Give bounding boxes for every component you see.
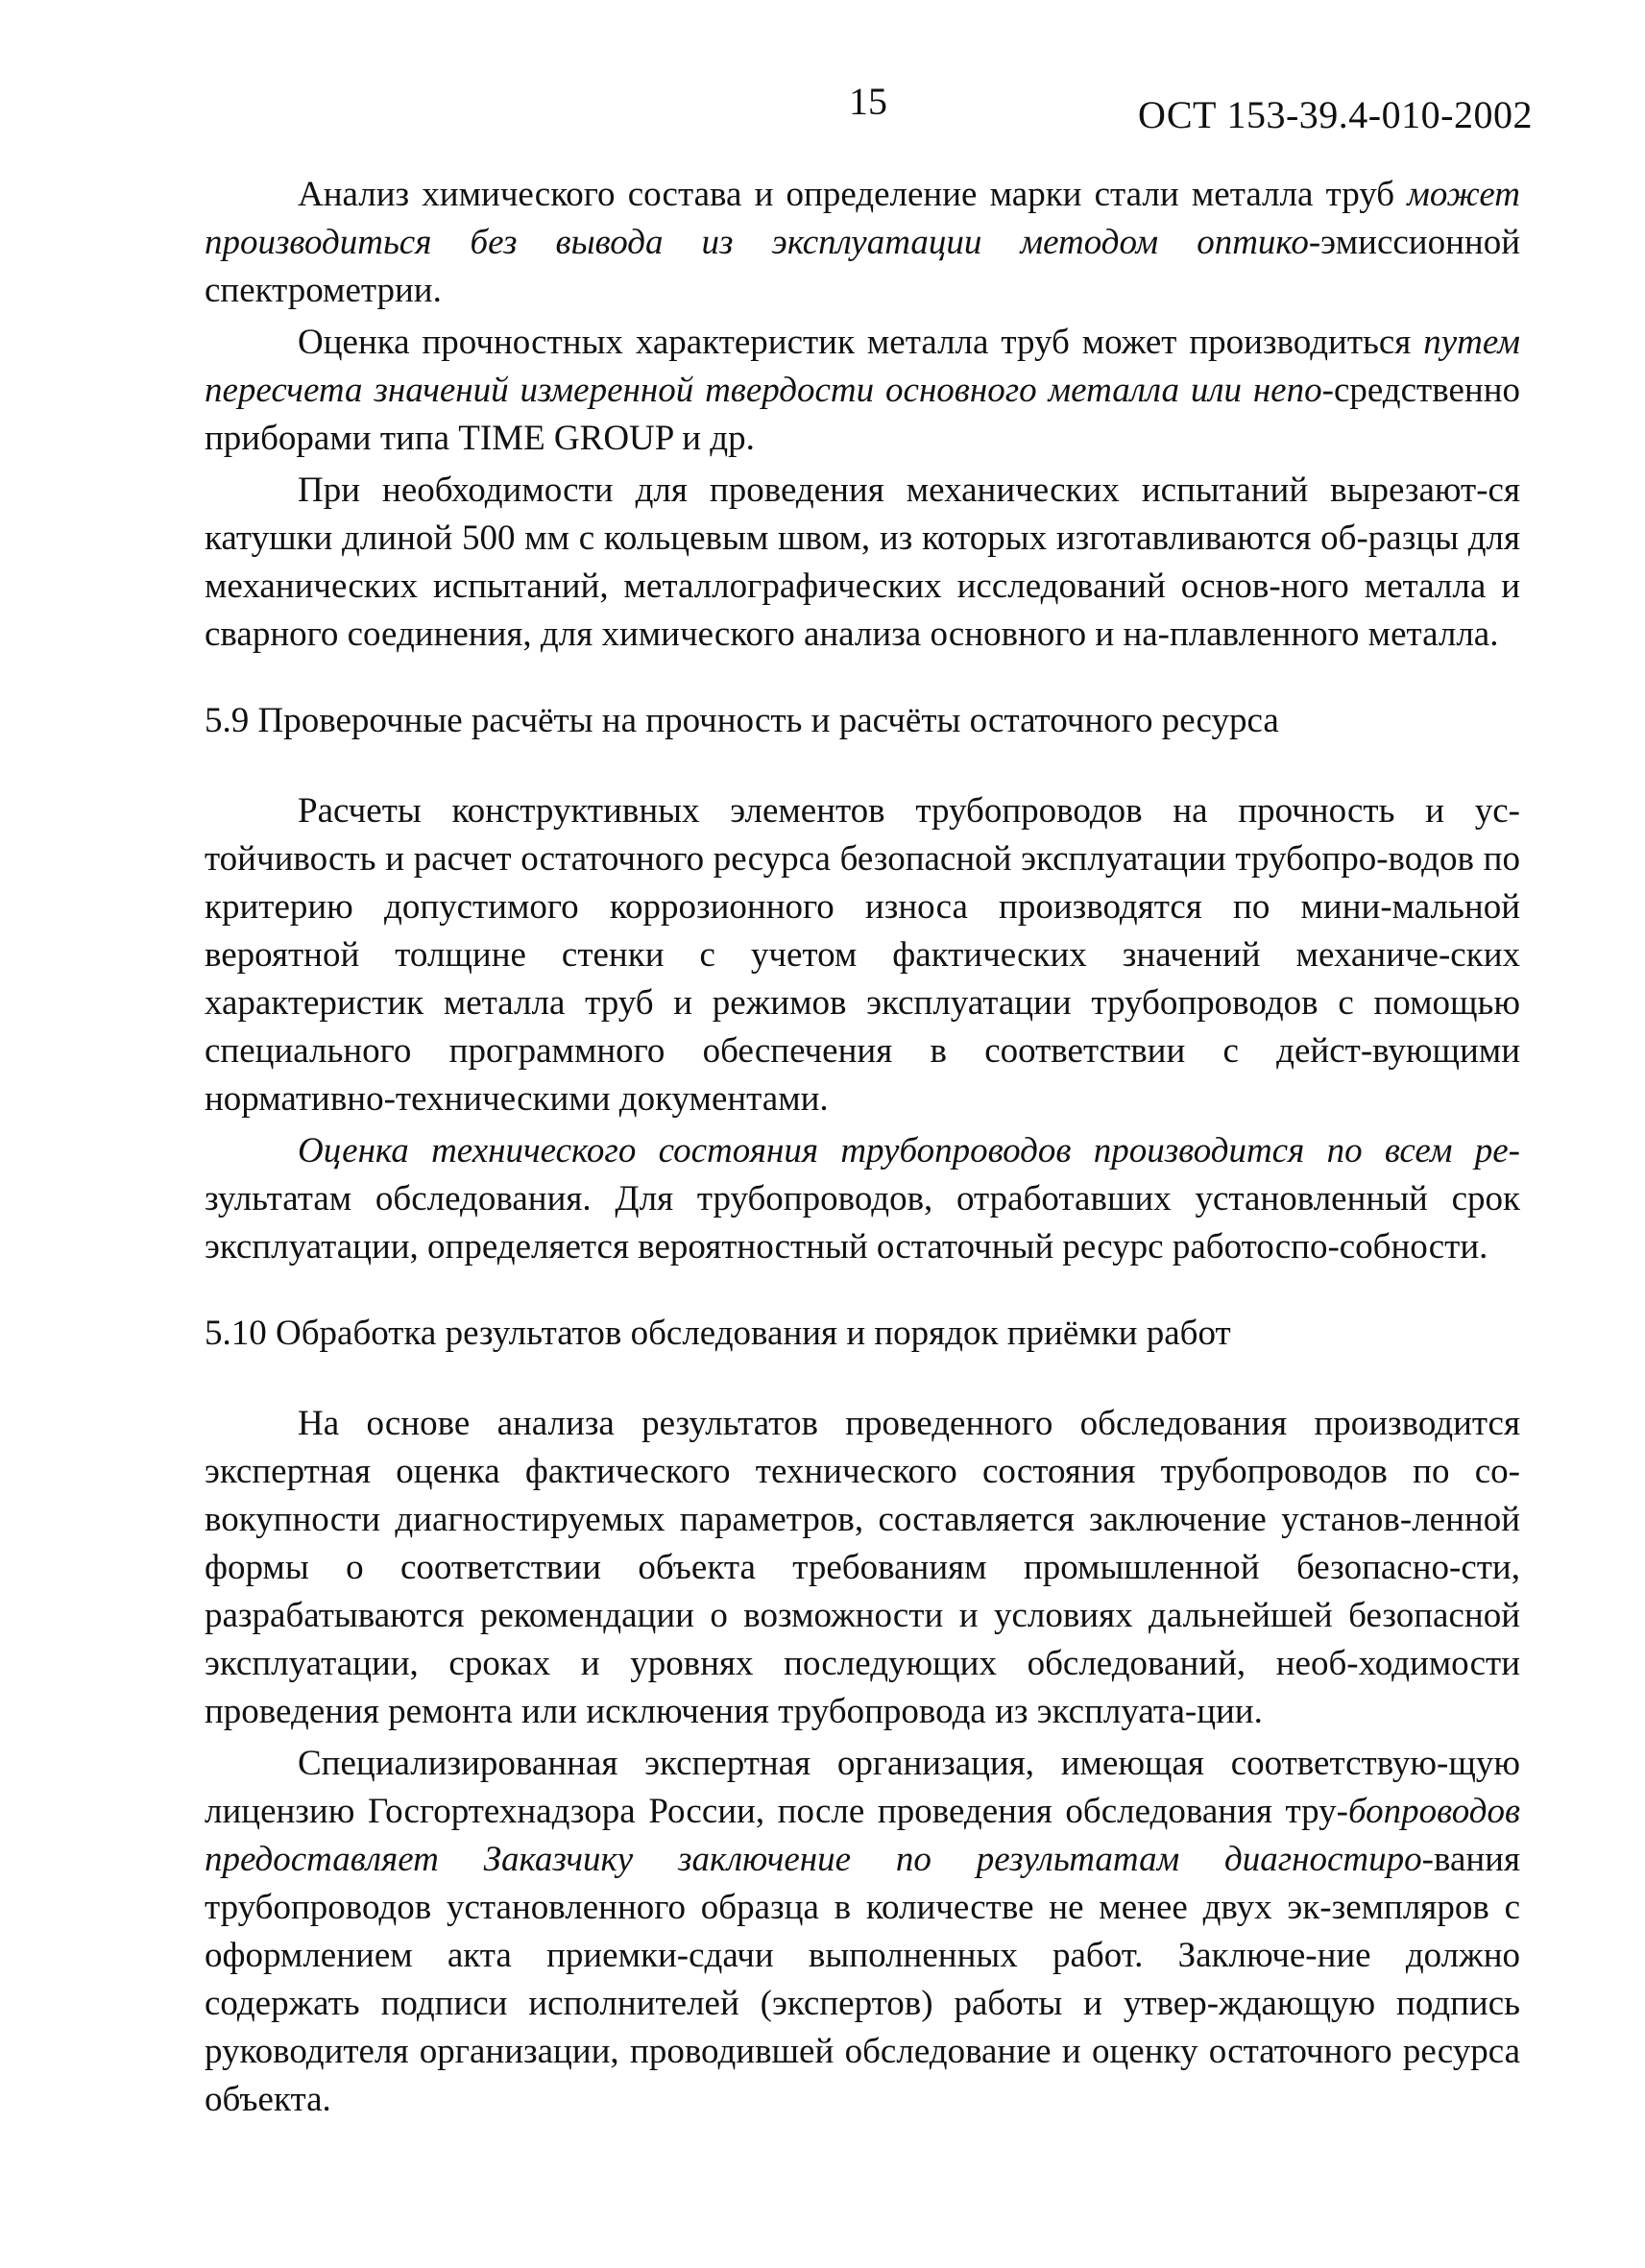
- paragraph-strength-evaluation-italic: путем пересчета значений измеренной твердости основного металла или непо-: [205, 323, 1520, 410]
- paragraph-strength-calculations: Расчеты конструктивных элементов трубопроводов на прочность и ус-тойчивость и расчет остаточного ресурса безопасной эксплуатации трубопро-водов по критерию допустимого коррозионного износа производятся по мини-мальной вероятной толщине стенки с учетом фактических значений механиче-ских характеристик металла труб и режимов эксплуатации трубопроводов с помощью специального программного обеспечения в соответствии с дейст-вующими нормативно-техническими документами.: [205, 791, 1520, 1119]
- paragraph-steel-analysis: [205, 171, 1520, 315]
- paragraph-expert-organization: [205, 1740, 1520, 2124]
- paragraph-strength-evaluation: [205, 319, 1520, 463]
- paragraph-strength-evaluation-lead: Оценка прочностных характеристик металла труб может производиться: [298, 323, 1424, 362]
- paragraph-expert-organization-italic: бопроводов предоставляет Заказчику заключение по результатам диагностиро-: [205, 1792, 1520, 1879]
- paragraph-mechanical-tests: При необходимости для проведения механических испытаний вырезают-ся катушки длиной 500 мм с кольцевым швом, из которых изготавливаются об-разцы для механических испытаний, металлографических исследований основ-ного металла и сварного соединения, для химического анализа основного и на-плавленного металла.: [205, 470, 1520, 654]
- paragraph-expert-assessment: На основе анализа результатов проведенного обследования производится экспертная оценка фактического технического состояния трубопроводов по со-вокупности диагностируемых параметров, составляется заключение установ-ленной формы о соответствии объекта требованиям промышленной безопасно-сти, разрабатываются рекомендации о возможности и условиях дальнейшей безопасной эксплуатации, сроках и уровнях последующих обследований, необ-ходимости проведения ремонта или исключения трубопровода из эксплуата-ции.: [205, 1404, 1520, 1731]
- section-heading-5-9: 5.9 Проверочные расчёты на прочность и расчёты остаточного ресурса: [205, 701, 1279, 740]
- paragraph-expert-organization-tail: вания трубопроводов установленного образца в количестве не менее двух эк-земпляров с оформлением акта приемки-сдачи выполненных работ. Заключе-ние должно содержать подписи исполнителей (экспертов) работы и утвер-ждающую подпись руководителя организации, проводившей обследование и оценку остаточного ресурса объекта.: [205, 1840, 1520, 2119]
- document-body: [205, 171, 1520, 2124]
- paragraph-steel-analysis-italic: может производиться без вывода из эксплуатации методом оптико-: [205, 175, 1520, 262]
- paragraph-technical-condition-italic: Оценка технического состояния трубопроводов производится по всем ре-: [298, 1131, 1520, 1170]
- document-code: ОСТ 153-39.4-010-2002: [1138, 93, 1533, 136]
- paragraph-technical-condition-tail: зультатам обследования. Для трубопроводов, отработавших установленный срок эксплуатации, определяется вероятностный остаточный ресурс работоспо-собности.: [205, 1179, 1520, 1267]
- paragraph-steel-analysis-tail: эмиссионной спектрометрии.: [205, 223, 1520, 310]
- paragraph-steel-analysis-lead: Анализ химического состава и определение марки стали металла труб: [298, 175, 1408, 214]
- section-heading-5-10: 5.10 Обработка результатов обследования и порядок приёмки работ: [205, 1314, 1231, 1353]
- paragraph-technical-condition: [205, 1127, 1520, 1271]
- page-number: 15: [849, 80, 887, 123]
- paragraph-expert-organization-lead: Специализированная экспертная организация, имеющая соответствую-щую лицензию Госгортехнадзора России, после проведения обследования тру-: [205, 1744, 1520, 1831]
- paragraph-strength-evaluation-tail: средственно приборами типа TIME GROUP и др.: [205, 371, 1520, 458]
